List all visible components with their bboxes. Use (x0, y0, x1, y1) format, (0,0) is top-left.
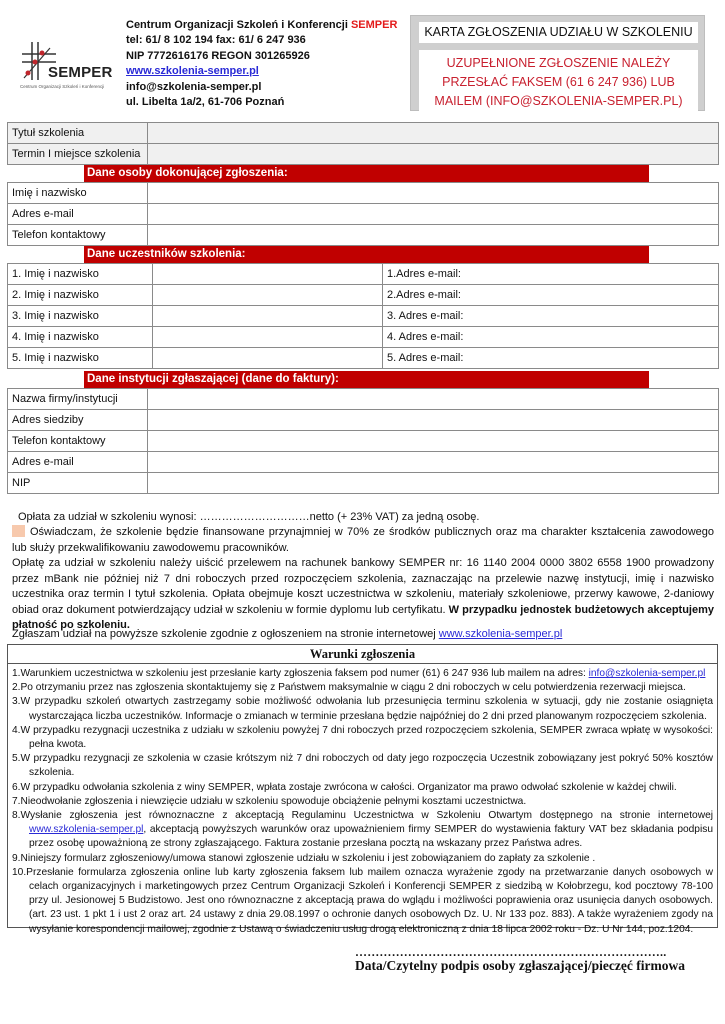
training-table (7, 122, 719, 165)
registration-line (12, 627, 714, 643)
participant-name-label: 5. Imię i nazwisko (8, 348, 153, 369)
table-row (8, 431, 719, 452)
table-row (8, 285, 719, 306)
declaration-text: Oświadczam, że szkolenie będzie finansowane przynajmniej w 70% ze środków publicznych oraz ma charakter kształcenia zawodowego lub służy przekwalifikowaniu zawodowemu pracowników. (12, 526, 714, 554)
table-row (8, 225, 719, 246)
participant-name-input[interactable] (153, 327, 383, 348)
signature-line[interactable]: ………………………………………………………………….. (355, 945, 667, 959)
participant-name-input[interactable] (153, 306, 383, 327)
table-row (8, 389, 719, 410)
transfer-info (12, 556, 714, 634)
company-website-link[interactable]: www.szkolenia-semper.pl (126, 65, 259, 78)
training-title-input[interactable] (148, 123, 719, 144)
institution-name-label: Nazwa firmy/instytucji (8, 389, 148, 410)
company-phone-fax: tel: 61/ 8 102 194 fax: 61/ 6 247 936 (126, 34, 306, 47)
institution-table (7, 388, 719, 494)
registration-text: Zgłaszam udział na powyższe szkolenie zgodnie z ogłoszeniem na stronie internetowej (12, 628, 439, 640)
applicant-email-label: Adres e-mail (8, 204, 148, 225)
table-row (8, 327, 719, 348)
applicant-name-label: Imię i nazwisko (8, 183, 148, 204)
participant-email-field[interactable]: 1.Adres e-mail: (383, 264, 719, 285)
training-date-place-label: Termin I miejsce szkolenia (8, 144, 148, 165)
conditions-list (8, 664, 717, 937)
table-row (8, 452, 719, 473)
table-row (8, 473, 719, 494)
training-title-label: Tytuł szkolenia (8, 123, 148, 144)
transfer-text: Opłatę za udział w szkoleniu należy uiścić przelewem na rachunek bankowy SEMPER nr: 16 1140 2004 0000 3802 6558 1900 prowadzony przez mBank nie później niż 7 dni roboczych przed rozpoczęciem szkolenia, zaznaczając na przelewie nazwę instytucji, imię i nazwisko uczestnika oraz termin I tytuł szkolenia. Opłata obejmuje koszt uczestnictwa w szkoleniu, materiały szkoleniowe, przerwy kawowe, 2-daniowy obiad oraz dokument potwierdzający udział w szkoleniu w formie dyplomu lub certyfikatu. (12, 557, 714, 616)
participant-email-field[interactable]: 3. Adres e-mail: (383, 306, 719, 327)
declaration-checkbox[interactable] (12, 525, 25, 537)
logo-text: SEMPER (48, 64, 113, 81)
participant-name-label: 2. Imię i nazwisko (8, 285, 153, 306)
participants-section-heading: Dane uczestników szkolenia: (84, 246, 649, 263)
table-row (8, 183, 719, 204)
table-row (8, 123, 719, 144)
form-title: KARTA ZGŁOSZENIA UDZIAŁU W SZKOLENIU (419, 22, 698, 43)
company-brand: SEMPER (350, 19, 398, 31)
company-email: info@szkolenia-semper.pl (126, 80, 262, 93)
condition-item: 5.W przypadku rezygnacji ze szkolenia w czasie krótszym niż 7 dni roboczych od daty jego rozpoczęcia Uczestnik zobowiązany jest pokryć 50% kosztów szkolenia. (12, 753, 713, 779)
condition-item: 3.W przypadku szkoleń otwartych zastrzegamy sobie możliwość odwołania lub przesunięcia terminu szkolenia w sytuacji, gdy nie zostanie osiągnięta wystarczająca liczba uczestników. Informacje o zmianach w terminie przesłana będzie najpóźniej do 2 dni przed planowanym rozpoczęciem szkolenia. (12, 696, 713, 722)
participant-name-input[interactable] (153, 264, 383, 285)
company-name-prefix: Centrum Organizacji Szkoleń i Konferencji (126, 19, 351, 31)
institution-email-label: Adres e-mail (8, 452, 148, 473)
condition-item: 6.W przypadku odwołania szkolenia z winy SEMPER, wpłata zostaje zwrócona w całości. Organizator ma prawo odwołać szkolenie w każdej chwili. (12, 781, 677, 793)
condition-item: 10.Przesłanie formularza zgłoszenia online lub karty zgłoszenia faksem lub mailem oznacza wyrażenie zgody na przetwarzanie danych osobowych w celach organizacyjnych i marketingowych przez Centrum Organizacji Szkoleń i Konferencji SEMPER z siedzibą w Kołobrzegu, kod pocztowy 78-100 przy ul. Jesionowej 5 Budzistowo. Jest ono równoznaczne z akceptacją prawa do wglądu i możliwości poprawienia oraz usunięcia danych osobowych. (art. 23 ust. 1 pkt 1 i ust 2 oraz art. 24 ustawy z dnia 29.08.1997 o ochronie danych osobowych Dz. U. Nr 133 poz. 883). A także wyrażeniem zgody na wysyłanie korespondencji mailowej, zgodnie z Ustawą o świadczeniu usług drogą elektroniczną z dnia 18 lipca 2002 roku - Dz. U Nr 144, poz.1204. (12, 866, 713, 935)
condition-item: 1.Warunkiem uczestnictwa w szkoleniu jest przesłanie karty zgłoszenia faksem pod numer (61) 6 247 936 lub mailem na adres: info@szkolenia-semper.pl (12, 668, 706, 679)
participant-name-input[interactable] (153, 348, 383, 369)
institution-section-heading: Dane instytucji zgłaszającej (dane do faktury): (84, 371, 649, 388)
applicant-table (7, 182, 719, 246)
table-row (8, 264, 719, 285)
condition-item: 4.W przypadku rezygnacji uczestnika z udziału w szkoleniu powyżej 7 dni roboczych przed rozpoczęciem szkolenia, SEMPER zwraca wpłatę w wysokości: pełna kwota. (12, 724, 713, 751)
budget-units-note: W przypadku jednostek budżetowych akceptujemy płatność po szkoleniu. (12, 603, 714, 631)
condition-email-link[interactable]: info@szkolenia-semper.pl (588, 668, 706, 679)
condition-website-link[interactable]: www.szkolenia-semper.pl (29, 824, 144, 836)
participants-table (7, 263, 719, 369)
institution-nip-input[interactable] (148, 473, 719, 494)
table-row (8, 410, 719, 431)
condition-item: 7.Nieodwołanie zgłoszenia i niewzięcie udziału w szkoleniu spowoduje obciążenie pełnymi kosztami uczestnictwa. (12, 795, 527, 807)
institution-name-input[interactable] (148, 389, 719, 410)
institution-address-input[interactable] (148, 410, 719, 431)
institution-nip-label: NIP (8, 473, 148, 494)
table-row (8, 144, 719, 165)
registration-website-link[interactable]: www.szkolenia-semper.pl (438, 628, 563, 640)
condition-item: 2.Po otrzymaniu przez nas zgłoszenia skontaktujemy się z Państwem maksymalnie w ciągu 2 dni roboczych w celu potwierdzenia rezerwacji miejsca. (12, 682, 686, 694)
participant-name-label: 4. Imię i nazwisko (8, 327, 153, 348)
participant-name-input[interactable] (153, 285, 383, 306)
participant-name-label: 1. Imię i nazwisko (8, 264, 153, 285)
public-funding-declaration (12, 525, 714, 556)
participant-email-field[interactable]: 2.Adres e-mail: (383, 285, 719, 306)
form-title-box (410, 15, 705, 111)
institution-phone-label: Telefon kontaktowy (8, 431, 148, 452)
conditions-box (7, 644, 718, 935)
semper-logo (20, 40, 120, 90)
condition-item: 8.Wysłanie zgłoszenia jest równoznaczne z akceptacją Regulaminu Uczestnictwa w Szkoleniu Otwartym dostępnego na stronie internetowej www.szkolenia-semper.pl, akceptacją powyższych warunków oraz upoważnieniem firmy SEMPER do wystawienia faktury VAT bez składania podpisu przez osobę upoważnioną ze strony zgłaszającego. Faktura zostanie przesłana pocztą na wskazany przez Państwa adres. (12, 810, 713, 850)
institution-phone-input[interactable] (148, 431, 719, 452)
form-submission-note: UZUPEŁNIONE ZGŁOSZENIE NALEŻY PRZESŁAĆ FAKSEM (61 6 247 936) LUB MAILEM (INFO@SZKOLENIA-SEMPER.PL) (419, 50, 698, 112)
institution-email-input[interactable] (148, 452, 719, 473)
signature-label: Data/Czytelny podpis osoby zgłaszającej/pieczęć firmowa (355, 958, 685, 973)
company-name (126, 18, 397, 33)
participant-email-field[interactable]: 4. Adres e-mail: (383, 327, 719, 348)
condition-item: 9.Niniejszy formularz zgłoszeniowy/umowa stanowi zgłoszenie udziału w szkoleniu i jest zobowiązaniem do zapłaty za szkolenie . (12, 852, 596, 864)
company-info (126, 18, 397, 110)
participant-name-label: 3. Imię i nazwisko (8, 306, 153, 327)
table-row (8, 306, 719, 327)
company-ids: NIP 7772616176 REGON 301265926 (126, 49, 310, 62)
applicant-name-input[interactable] (148, 183, 719, 204)
applicant-section-heading: Dane osoby dokonującej zgłoszenia: (84, 165, 649, 182)
fee-line: Opłata za udział w szkoleniu wynosi: …………………………netto (+ 23% VAT) za jedną osobę. (18, 511, 480, 523)
table-row (8, 348, 719, 369)
logo-subtitle: Centrum Organizacji Szkoleń i Konferencji (20, 84, 105, 89)
applicant-phone-label: Telefon kontaktowy (8, 225, 148, 246)
applicant-email-input[interactable] (148, 204, 719, 225)
institution-address-label: Adres siedziby (8, 410, 148, 431)
participant-email-field[interactable]: 5. Adres e-mail: (383, 348, 719, 369)
table-row (8, 204, 719, 225)
company-address: ul. Libelta 1a/2, 61-706 Poznań (126, 96, 285, 109)
training-date-place-input[interactable] (148, 144, 719, 165)
conditions-title: Warunki zgłoszenia (8, 645, 717, 664)
applicant-phone-input[interactable] (148, 225, 719, 246)
